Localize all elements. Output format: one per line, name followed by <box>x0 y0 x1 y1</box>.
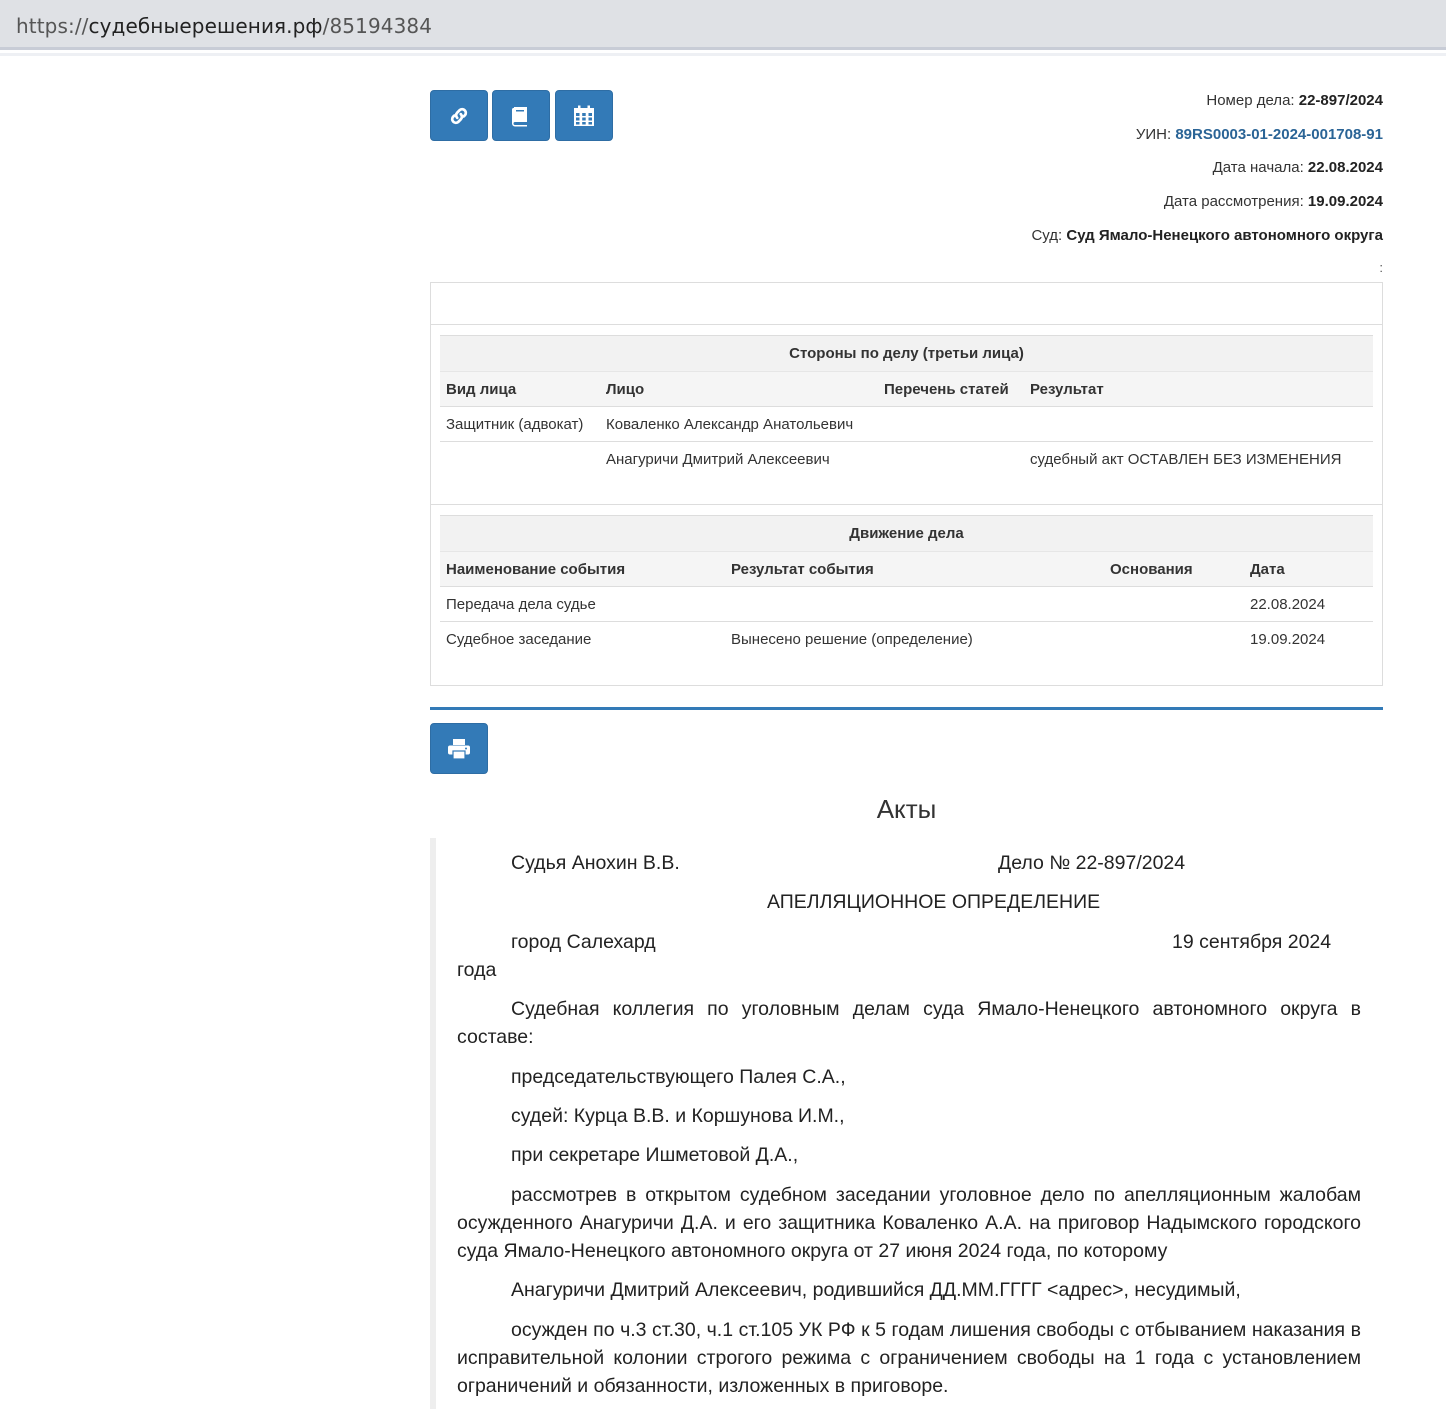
act-document <box>430 838 1383 1409</box>
print-button[interactable] <box>430 723 488 774</box>
movement-header: Дата <box>1244 552 1373 587</box>
city: город Салехард <box>511 931 656 953</box>
calendar-icon <box>573 105 595 127</box>
calendar-button[interactable] <box>555 90 613 141</box>
court-value: Суд Ямало-Ненецкого автономного округа <box>1066 227 1383 244</box>
party-kind: Защитник (адвокат) <box>440 407 600 442</box>
case-uin <box>1136 126 1383 143</box>
paragraph: при секретаре Ишметовой Д.А., <box>511 1144 799 1166</box>
case-number-value: 22-897/2024 <box>1298 92 1383 109</box>
book-button[interactable] <box>492 90 550 141</box>
case-court <box>1031 227 1383 244</box>
table-row <box>440 442 1373 477</box>
book-icon <box>511 105 531 127</box>
party-person: Анагуричи Дмитрий Алексеевич <box>606 450 830 468</box>
link-button[interactable] <box>430 90 488 141</box>
event-date: 19.09.2024 <box>1250 630 1326 648</box>
address-bar[interactable] <box>0 0 1446 50</box>
panel-divider <box>431 504 1382 505</box>
acts-heading: Акты <box>876 794 937 824</box>
address-bar-divider <box>0 53 1446 56</box>
document-date: 19 сентября 2024 <box>1172 931 1332 953</box>
url-scheme: https:// <box>16 14 89 38</box>
table-row <box>440 587 1373 622</box>
paragraph: Судебная коллегия по уголовным делам суда Ямало-Ненецкого автономного округа в составе: <box>457 998 1361 1048</box>
movement-header: Результат события <box>725 552 1104 587</box>
uin-label: УИН: <box>1135 126 1172 143</box>
movement-table <box>440 515 1373 656</box>
review-date-value: 19.09.2024 <box>1307 193 1383 210</box>
paragraph: осужден по ч.3 ст.30, ч.1 ст.105 УК РФ к 5 годам лишения свободы с отбыванием наказания в исправительной колонии строгого режима с ограничением свободы на 1 года с установлением ограничений и обязанности, изложенных в приговоре. <box>457 1319 1361 1397</box>
panel-divider <box>431 324 1382 325</box>
event-result: Вынесено решение (определение) <box>731 630 973 648</box>
paragraph: председательствующего Палея С.А., <box>511 1066 846 1088</box>
parties-header: Лицо <box>600 372 878 407</box>
event-basis <box>1104 587 1244 622</box>
print-icon <box>448 739 470 759</box>
parties-title: Стороны по делу (третьи лица) <box>440 336 1373 372</box>
parties-header: Перечень статей <box>878 372 1024 407</box>
movement-header: Основания <box>1104 552 1244 587</box>
table-row <box>440 407 1373 442</box>
event-name: Судебное заседание <box>446 630 592 648</box>
uin-link[interactable]: 89RS0003-01-2024-001708-91 <box>1175 126 1383 143</box>
case-review-date <box>1164 193 1383 210</box>
case-no: Дело № 22-897/2024 <box>998 852 1186 874</box>
case-panel <box>430 282 1383 686</box>
event-basis <box>1104 622 1244 657</box>
parties-header: Вид лица <box>440 372 600 407</box>
link-icon <box>448 105 470 127</box>
paragraph: рассмотрев в открытом судебном заседании уголовное дело по апелляционным жалобам осужденного Анагуричи Д.А. и его защитника Коваленко А.А. на приговор Надымского городского суда Ямало-Ненецкого автономного округа от 27 июня 2024 года, по которому <box>457 1184 1361 1262</box>
court-label: Суд: <box>1031 227 1063 244</box>
paragraph: судей: Курца В.В. и Коршунова И.М., <box>511 1105 845 1127</box>
parties-header: Результат <box>1024 372 1373 407</box>
document-title: АПЕЛЛЯЦИОННОЕ ОПРЕДЕЛЕНИЕ <box>767 891 1101 913</box>
party-articles <box>878 407 1024 442</box>
start-date-label: Дата начала: <box>1212 159 1304 176</box>
event-date: 22.08.2024 <box>1244 587 1373 622</box>
movement-header: Наименование события <box>440 552 725 587</box>
party-result <box>1024 407 1373 442</box>
case-number-label: Номер дела: <box>1206 92 1295 109</box>
event-name: Передача дела судье <box>440 587 725 622</box>
party-articles <box>878 442 1024 477</box>
start-date-value: 22.08.2024 <box>1307 159 1383 176</box>
paragraph: Анагуричи Дмитрий Алексеевич, родившийся ДД.ММ.ГГГГ <адрес>, несудимый, <box>511 1279 1241 1301</box>
case-number <box>1206 92 1383 109</box>
url-path: /85194384 <box>322 14 433 38</box>
section-divider <box>430 707 1383 710</box>
party-person: Коваленко Александр Анатольевич <box>600 407 878 442</box>
party-result: судебный акт ОСТАВЛЕН БЕЗ ИЗМЕНЕНИЯ <box>1030 450 1342 468</box>
parties-table <box>440 335 1373 476</box>
document-date-year: года <box>457 959 497 981</box>
url-host: судебныерешения.рф <box>88 14 323 38</box>
stray-colon: : <box>1379 260 1383 275</box>
event-result <box>725 587 1104 622</box>
review-date-label: Дата рассмотрения: <box>1163 193 1304 210</box>
url-text[interactable] <box>16 14 432 38</box>
party-kind <box>440 442 600 477</box>
case-start-date <box>1213 159 1383 176</box>
table-row <box>440 622 1373 657</box>
judge-name: Судья Анохин В.В. <box>511 852 680 874</box>
movement-title: Движение дела <box>440 516 1373 552</box>
